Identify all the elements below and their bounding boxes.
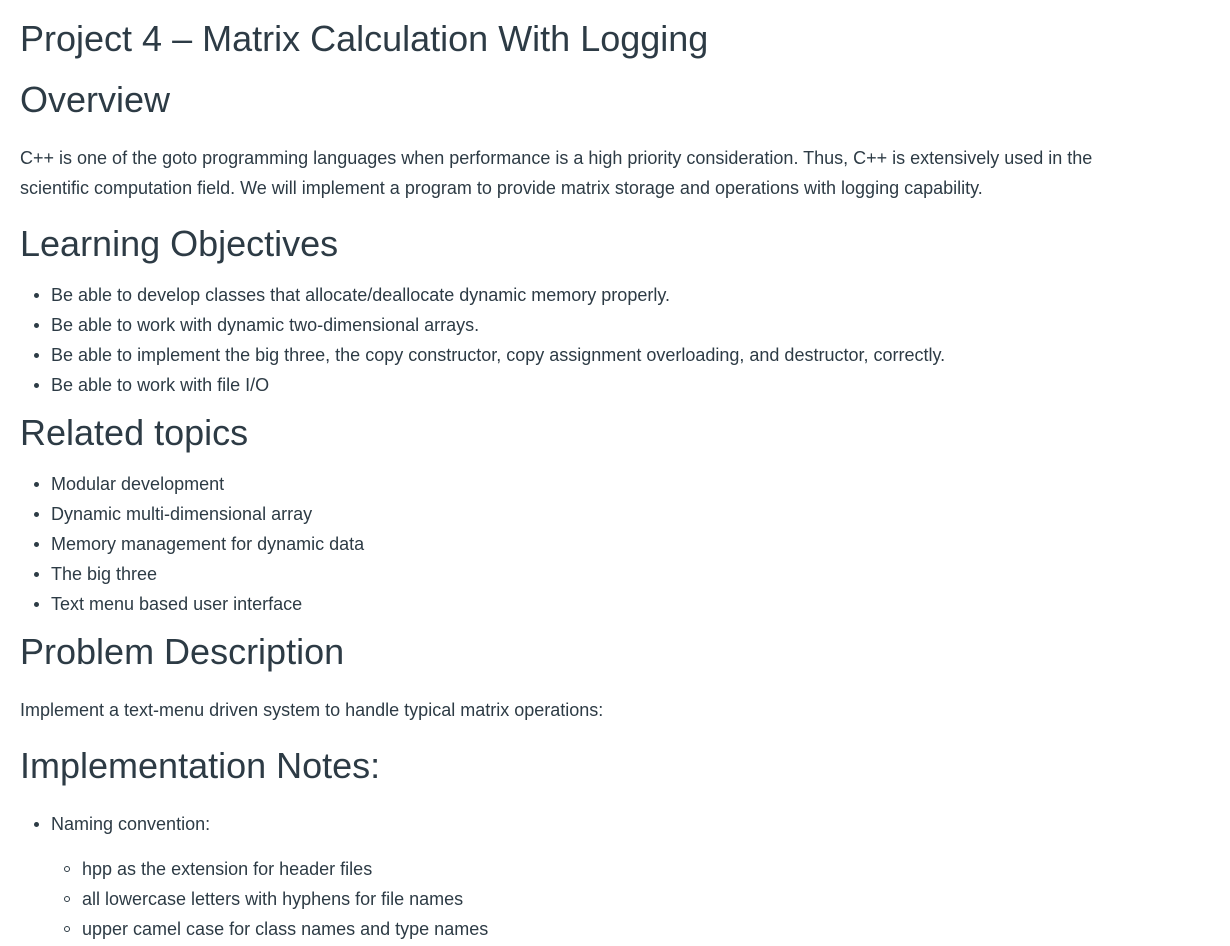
learning-objectives-list bbox=[20, 280, 945, 400]
list-item: Be able to develop classes that allocate/deallocate dynamic memory properly. bbox=[20, 280, 945, 310]
implementation-notes-heading: Implementation Notes: bbox=[20, 745, 381, 786]
list-item: Naming convention: bbox=[20, 809, 210, 839]
overview-text: C++ is one of the goto programming languages when performance is a high priority consideration. Thus, C++ is extensively used in the scientific computation field. We will implement a program to provide matrix storage and operations with logging capability. bbox=[20, 148, 1093, 198]
problem-description-heading: Problem Description bbox=[20, 631, 345, 672]
list-item: hpp as the extension for header files bbox=[20, 854, 488, 884]
related-topics-heading: Related topics bbox=[20, 412, 249, 453]
learning-objectives-heading: Learning Objectives bbox=[20, 223, 339, 264]
list-item: all lowercase letters with hyphens for file names bbox=[20, 884, 488, 914]
list-item: Text menu based user interface bbox=[20, 589, 364, 619]
list-item: Modular development bbox=[20, 469, 364, 499]
implementation-notes-list bbox=[20, 809, 210, 839]
list-item: Be able to work with dynamic two-dimensional arrays. bbox=[20, 310, 945, 340]
page-title: Project 4 – Matrix Calculation With Logging bbox=[20, 18, 709, 59]
list-item: upper camel case for class names and type names bbox=[20, 914, 488, 944]
list-item: The big three bbox=[20, 559, 364, 589]
related-topics-list bbox=[20, 469, 364, 619]
naming-convention-sublist bbox=[20, 854, 488, 944]
problem-description-text: Implement a text-menu driven system to handle typical matrix operations: bbox=[20, 700, 604, 720]
list-item: Memory management for dynamic data bbox=[20, 529, 364, 559]
overview-heading: Overview bbox=[20, 79, 171, 120]
list-item: Be able to implement the big three, the copy constructor, copy assignment overloading, and destructor, correctly. bbox=[20, 340, 945, 370]
list-item: Be able to work with file I/O bbox=[20, 370, 945, 400]
list-item: Dynamic multi-dimensional array bbox=[20, 499, 364, 529]
